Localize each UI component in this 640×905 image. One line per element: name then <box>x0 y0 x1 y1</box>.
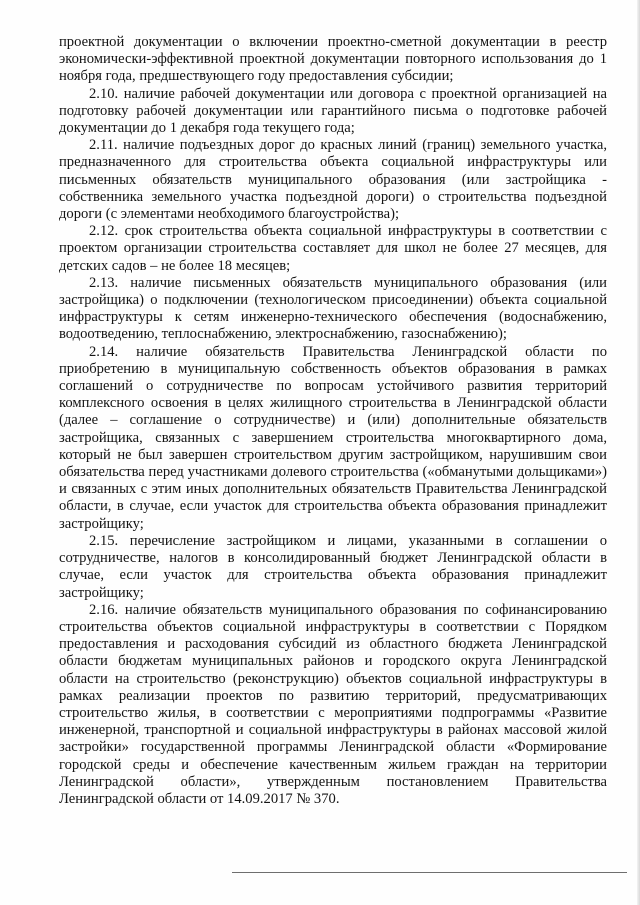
paragraph-2-14: 2.14. наличие обязательств Правительства Ленинградской области по приобретению в муниципальную собственность объектов образования в рамках соглашений о сотрудничестве по вопросам устойчивого развития территорий комплексного освоения в целях жилищного строительства в Ленинградской области (далее – соглашение о сотрудничестве) и (или) дополнительные обязательств застройщика, связанных с завершением строительства многоквартирного дома, который не был завершен строительством другим застройщиком, нарушившим свои обязательства перед участниками долевого строительства («обманутыми дольщиками») и связанных с этим иных дополнительных обязательств Правительства Ленинградской области, в случае, если участок для строительства объекта образования принадлежит застройщику; <box>59 343 607 532</box>
paragraph-2-15: 2.15. перечисление застройщиком и лицами, указанными в соглашении о сотрудничестве, налогов в консолидированный бюджет Ленинградской области в случае, если участок для строительства объекта образования принадлежит застройщику; <box>59 532 607 601</box>
paragraph-2-16: 2.16. наличие обязательств муниципального образования по софинансированию строительства объектов социальной инфраструктуры в соответствии с Порядком предоставления и расходования субсидий из областного бюджета Ленинградской области бюджетам муниципальных районов и городского округа Ленинградской области на строительство (реконструкцию) объектов социальной инфраструктуры в рамках реализации проектов по развитию территорий, предусматривающих строительство жилья, в соответствии с мероприятиями подпрограммы «Развитие инженерной, транспортной и социальной инфраструктуры в районах массовой жилой застройки» государственной программы Ленинградской области «Формирование городской среды и обеспечение качественным жильем граждан на территории Ленинградской области», утвержденным постановлением Правительства Ленинградской области от 14.09.2017 № 370. <box>59 601 607 807</box>
paragraph-2-11: 2.11. наличие подъездных дорог до красных линий (границ) земельного участка, предназначенного для строительства объекта социальной инфраструктуры или письменных обязательств муниципального образования (или застройщика - собственника земельного участка подъездной дороги) о строительства подъездной дороги (с элементами необходимого благоустройства); <box>59 137 607 223</box>
document-body <box>59 34 607 808</box>
paragraph-2-10: 2.10. наличие рабочей документации или договора с проектной организацией на подготовку рабочей документации или гарантийного письма о подготовке рабочей документации до 1 декабря года текущего года; <box>59 85 607 137</box>
paragraph-continuation: проектной документации о включении проектно-сметной документации в реестр экономически-эффективной проектной документации повторного использования до 1 ноября года, предшествующего году предоставления субсидии; <box>59 34 607 85</box>
paragraph-2-13: 2.13. наличие письменных обязательств муниципального образования (или застройщика) о подключении (технологическом присоединении) объекта социальной инфраструктуры к сетям инженерно-технического обеспечения (водоснабжению, водоотведению, теплоснабжению, электроснабжению, газоснабжению); <box>59 274 607 343</box>
bottom-rule <box>232 872 627 873</box>
paragraph-2-12: 2.12. срок строительства объекта социальной инфраструктуры в соответствии с проектом организации строительства составляет для школ не более 27 месяцев, для детских садов – не более 18 месяцев; <box>59 223 607 274</box>
